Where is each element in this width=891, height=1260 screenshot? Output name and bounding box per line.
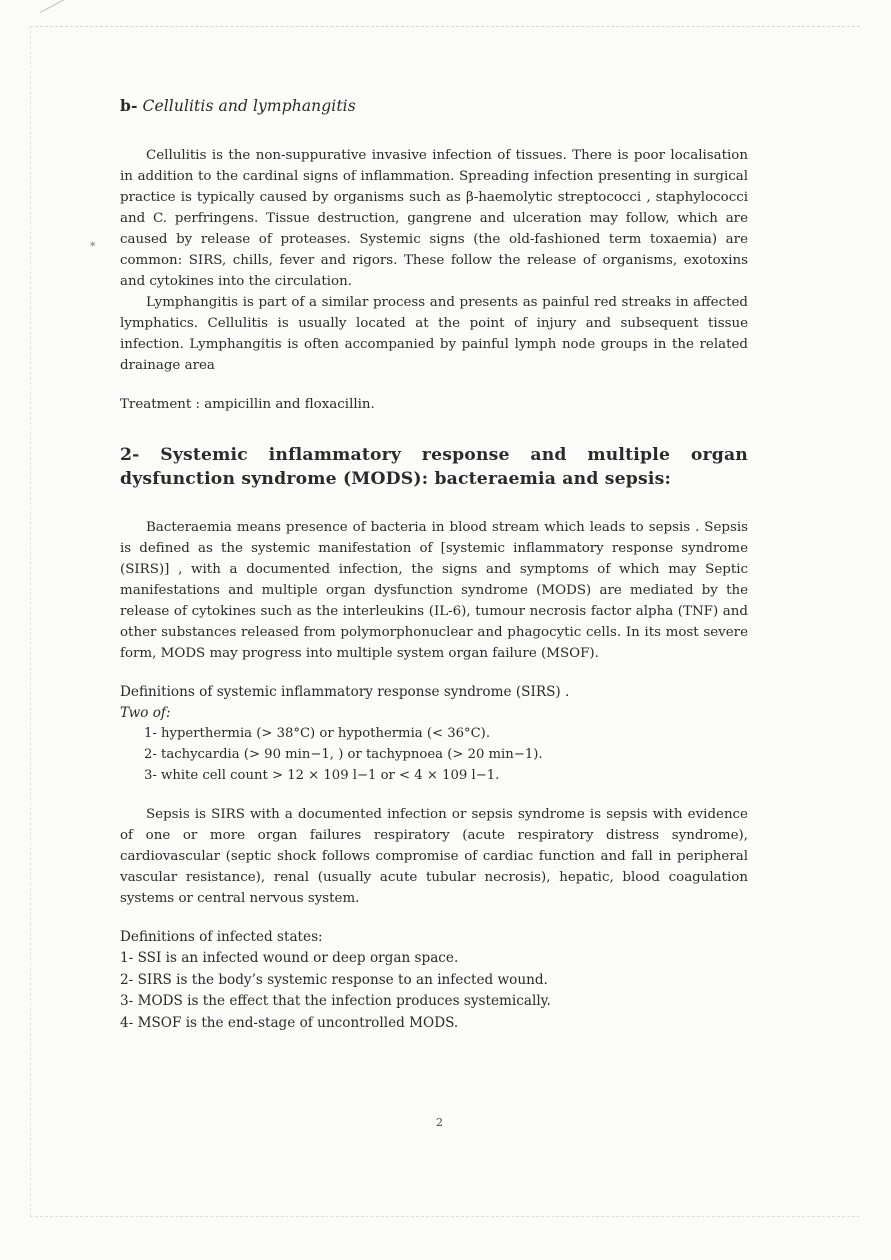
sirs-criterion: 2- tachycardia (> 90 min−1, ) or tachypnoea (> 20 min−1). bbox=[144, 747, 543, 762]
paragraph-cellulitis: Cellulitis is the non-suppurative invasive infection of tissues. There is poor localisation in addition to the cardinal signs of inflammation. Spreading infection presenting in surgical practice is typically caused by organisms such as β-haemolytic streptococci , staphylococci and C. perfringens. Tissue destruction, gangrene and ulceration may follow, which are caused by release of proteases. Systemic signs (the old-fashioned term toxaemia) are common: SIRS, chills, fever and rigors. These follow the release of organisms, exotoxins and cytokines into the circulation. bbox=[120, 148, 748, 289]
infected-state-item: 4- MSOF is the end-stage of uncontrolled MODS. bbox=[120, 1014, 459, 1031]
section-b-title: Cellulitis and lymphangitis bbox=[142, 97, 356, 115]
page-content bbox=[120, 96, 748, 1034]
paragraph-lymphangitis: Lymphangitis is part of a similar process and presents as painful red streaks in affected lymphatics. Cellulitis is usually located at the point of injury and subsequent tissue infection. Lymphangitis is often accompanied by painful lymph node groups in the related drainage area bbox=[120, 295, 748, 373]
scan-border-bottom bbox=[30, 1216, 860, 1217]
page-number: 2 bbox=[436, 1116, 443, 1129]
section-2-heading: 2- Systemic inflammatory response and multiple organ dysfunction syndrome (MODS): bacteraemia and sepsis: bbox=[120, 445, 748, 489]
infected-state-item: 3- MODS is the effect that the infection produces systemically. bbox=[120, 993, 551, 1009]
infected-state-item: 1- SSI is an infected wound or deep organ space. bbox=[120, 950, 459, 966]
scan-border-left bbox=[30, 26, 31, 1216]
paragraph-sepsis: Sepsis is SIRS with a documented infection or sepsis syndrome is sepsis with evidence of one or more organ failures respiratory (acute respiratory distress syndrome), cardiovascular (septic shock follows compromise of cardiac function and fall in peripheral vascular resistance), renal (usually acute tubular necrosis), hepatic, blood coagulation systems or central nervous system. bbox=[120, 807, 748, 906]
sirs-criterion: 1- hyperthermia (> 38°C) or hypothermia (< 36°C). bbox=[144, 726, 491, 741]
paragraph-bacteraemia: Bacteraemia means presence of bacteria in blood stream which leads to sepsis . Sepsis is defined as the systemic manifestation of [systemic inflammatory response syndrome (SIRS)] , with a documented infection, the signs and symptoms of which may Septic manifestations and multiple organ dysfunction syndrome (MODS) are mediated by the release of cytokines such as the interleukins (IL-6), tumour necrosis factor alpha (TNF) and other substances released from polymorphonuclear and phagocytic cells. In its most severe form, MODS may progress into multiple system organ failure (MSOF). bbox=[120, 520, 748, 661]
sirs-definitions-subtitle: Two of: bbox=[120, 705, 171, 721]
scan-border-top bbox=[30, 26, 860, 27]
scan-corner-mark bbox=[40, 0, 121, 48]
treatment-line: Treatment : ampicillin and floxacillin. bbox=[120, 397, 375, 412]
margin-mark: * bbox=[90, 240, 96, 253]
sirs-definitions-title: Definitions of systemic inflammatory response syndrome (SIRS) . bbox=[120, 684, 570, 700]
section-b-heading bbox=[120, 96, 748, 115]
infected-states-title: Definitions of infected states: bbox=[120, 929, 323, 945]
section-b-number: b- bbox=[120, 96, 138, 115]
infected-state-item: 2- SIRS is the body’s systemic response to an infected wound. bbox=[120, 971, 548, 988]
sirs-criterion: 3- white cell count > 12 × 109 l−1 or < 4 × 109 l−1. bbox=[144, 768, 500, 783]
